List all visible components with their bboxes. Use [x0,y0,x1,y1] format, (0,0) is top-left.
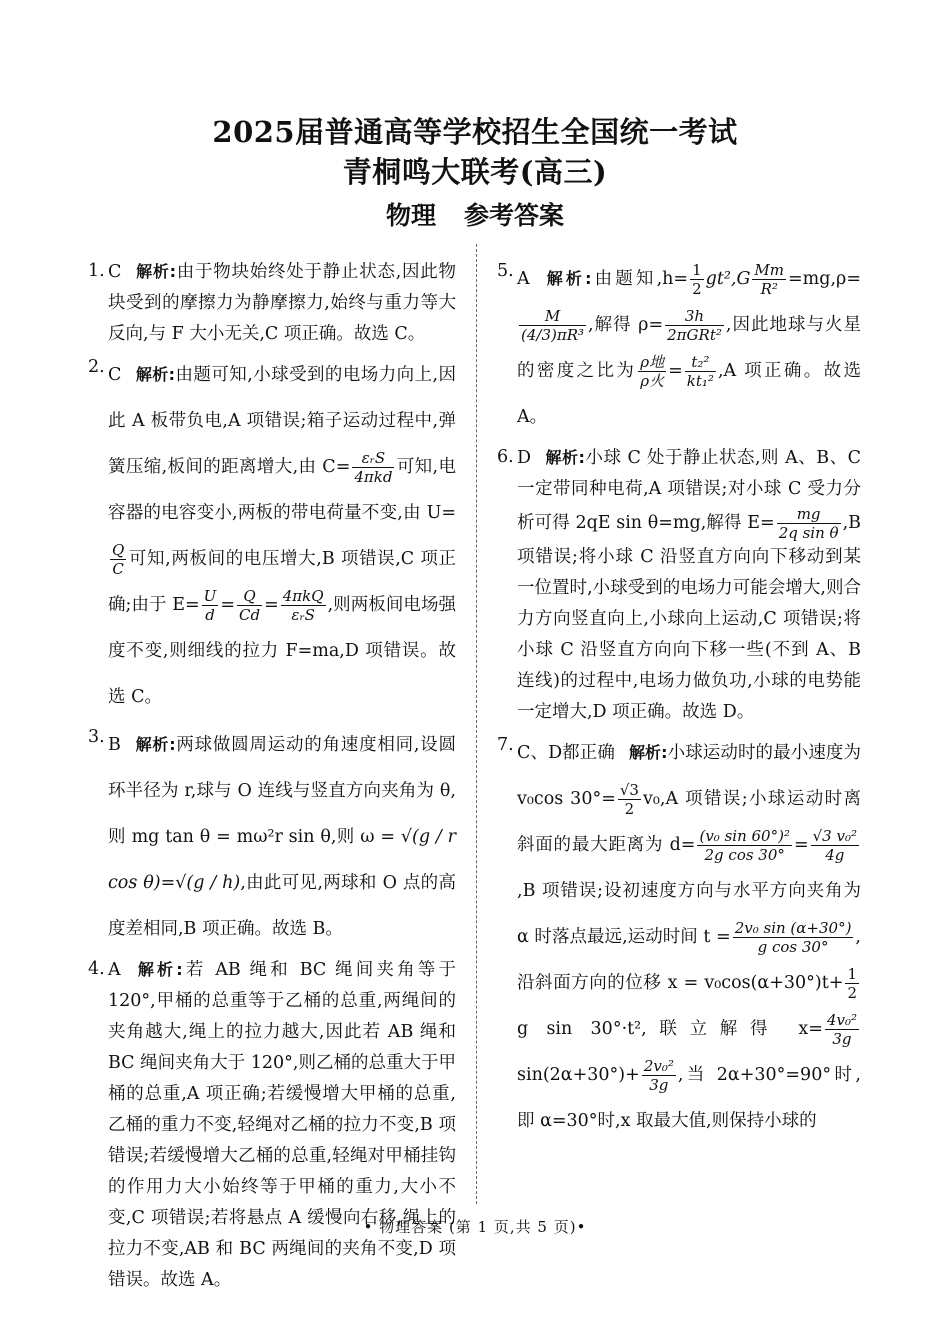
fraction-max-distance-result: $\frac{\text{√3 v₀²}}{4g}$ [812,827,857,864]
answer-letter: B [108,735,121,755]
answer-letter: A [517,269,530,289]
question-number: 2. [88,357,105,377]
analysis-text: 由题可知,小球受到的电场力向上,因此 A 板带负电,A 项错误;箱子运动过程中,弹簧压缩,板间的距离增大,由 C= [108,365,456,477]
answer-letter: D [517,448,532,468]
fraction-gravity: $\frac{Mm}{\text{R²}}$ [754,261,785,298]
doc-heading [0,196,950,236]
exam-title: 2025届普通高等学校招生全国统一考试 [212,115,738,149]
fraction-flight-time: $\frac{\text{2v₀ sin (α+30°)}}{\text{g cos 30°}}$ [734,919,852,956]
question-3: 3. B 解析:两球做圆周运动的角速度相同,设圆环半径为 r,球与 O 连线与竖直方向夹角为 θ,则 mg tan θ = mω²r sin θ,则 ω = √(g / r cos θ)=√(g / h),由此可见,两球和 O 点的高度差相同,B 项正确。故选 B。 [88,722,456,952]
analysis-label: 解析: [628,743,668,762]
question-2: 2. C 解析:由题可知,小球受到的电场力向上,因此 A 板带负电,A 项错误;箱子运动过程中,弹簧压缩,板间的距离增大,由 C= $\frac{\text{εᵣS}}{\text{4πkd}}$ 可知,电容器的电容变小,两板的带电荷量不变,由 U= $\frac{Q}{C}$ 可知,两板间的电压增大,B 项错误,C 项正确;由于 E= $\frac{U}{d}$ = $\frac{Q}{Cd}$ = $\frac{\text{4πkQ}}{\text{εᵣS}}$ ,则两板间电场强度不变,则细线的拉力 F=ma,D 项错误。故选 C。 [88,352,456,720]
analysis-text: 若 AB 绳和 BC 绳间夹角等于 120°,甲桶的总重等于乙桶的总重,两绳间的夹角越大,绳上的拉力越大,因此若 AB 绳和 BC 绳间夹角大于 120°,则乙桶的总重大于甲桶的总重,A 项正确;若缓慢增大甲桶的总重,乙桶的重力不变,轻绳对乙桶的拉力不变,B 项错误;若缓慢增大乙桶的总重,轻绳对甲桶挂钩的作用力大小始终等于甲桶的重力,大小不变,C 项错误;若将悬点 A 缓慢向右移,绳上的拉力不变,AB 和 BC 两绳间的夹角不变,D 项错误。故选 A。 [108,960,457,1290]
answer-letter: A [108,960,121,980]
fraction-density-result: $\frac{3h}{\text{2πGRt²}}$ [667,307,722,344]
fraction-time-ratio: $\frac{\text{t₂²}}{\text{kt₁²}}$ [686,353,714,390]
question-number: 4. [88,959,105,979]
analysis-label: 解析: [134,960,183,979]
answer-letter: C、D都正确 [517,743,615,763]
root-expression-1: √(g / r cos θ) [108,827,456,893]
question-5: 5. A 解析:由题知,h= $\frac{1}{2}$ gt²,G $\frac{Mm}{\text{R²}}$ =mg,ρ= $\frac{M}{\text{(4/3)πR³}}$ ,解得 ρ= $\frac{3h}{\text{2πGRt²}}$ ,因此地球与火星的密度之比为 $\frac{\text{ρ地}}{\text{ρ火}}$ = $\frac{\text{t₂²}}{\text{kt₁²}}$ ,A 项正确。故选 A。 [497,256,861,440]
fraction-density: $\frac{M}{\text{(4/3)πR³}}$ [521,307,585,344]
analysis-label: 解析: [135,365,176,384]
answer-letter: C [108,262,122,282]
fraction-density-ratio: $\frac{\text{ρ地}}{\text{ρ火}}$ [640,353,665,390]
analysis-label: 解析: [134,735,176,754]
fraction-max-distance: $\frac{\text{(v₀ sin 60°)²}}{\text{2g cos 30°}}$ [699,827,790,864]
question-number: 1. [88,261,105,281]
root-expression-2: √(g / h) [175,873,241,893]
analysis-label: 解析: [543,269,592,288]
fraction-root3-half: $\frac{√3}{2}$ [619,781,639,818]
question-number: 7. [497,735,514,755]
analysis-text: 由于物块始终处于静止状态,因此物块受到的摩擦力为静摩擦力,始终与重力等大反向,与 F 大小无关,C 项正确。故选 C。 [108,262,457,344]
fraction-voltage: $\frac{Q}{C}$ [112,541,125,578]
question-number: 3. [88,727,105,747]
question-1 [88,256,456,350]
page-footer: • 物理答案 (第 1 页,共 5 页)• [363,1218,587,1236]
question-6: 6. D 解析:小球 C 处于静止状态,则 A、B、C 一定带同种电荷,A 项错误;对小球 C 受力分析可得 2qE sin θ=mg,解得 E= $\frac{mg}{\text{2q sin θ}}$ ,B 项错误;将小球 C 沿竖直方向向下移动到某一位置时,小球受到的电场力可能会增大,则合力方向竖直向上,小球向上运动,C 项错误;将小球 C 沿竖直方向向下移一些(不到 A、B 连线)的过程中,电场力做负功,小球的电势能一定增大,D 项正确。故选 D。 [497,442,861,728]
analysis-label: 解析: [545,448,585,467]
fraction-field-3: $\frac{\text{4πkQ}}{\text{εᵣS}}$ [282,587,324,624]
column-divider [476,244,477,1204]
title-block [0,112,950,236]
fraction-displacement-1: $\frac{\text{4v₀²}}{3g}$ [826,1011,857,1048]
right-column [497,256,861,1146]
doc-type-label: 参考答案 [464,201,565,230]
fraction-field: $\frac{U}{d}$ [203,587,217,624]
question-7: 7. C、D都正确 解析:小球运动时的最小速度为 v₀cos 30°= $\frac{√3}{2}$ v₀,A 项错误;小球运动时离斜面的最大距离为 d= $\frac{\text{(v₀ sin 60°)²}}{\text{2g cos 30°}}$ = $\frac{\text{√3 v₀²}}{4g}$ ,B 项错误;设初速度方向与水平方向夹角为 α 时落点最远,运动时间 t = $\frac{\text{2v₀ sin (α+30°)}}{\text{g cos 30°}}$ ,沿斜面方向的位移 x = v₀cos(α+30°)t+ $\frac{1}{2}$ g sin 30°·t²,联立解得 x= $\frac{\text{4v₀²}}{3g}$ sin(2α+30°)+ $\frac{\text{2v₀²}}{3g}$ ,当 2α+30°=90°时,即 α=30°时,x 取最大值,则保持小球的 [497,730,861,1144]
fraction-capacitance: $\frac{\text{εᵣS}}{\text{4πkd}}$ [354,449,393,486]
answer-letter: C [108,365,122,385]
left-column [88,256,456,1298]
question-4 [88,954,456,1296]
fraction-field-strength: $\frac{mg}{\text{2q sin θ}}$ [778,505,839,542]
analysis-text: 两球做圆周运动的角速度相同,设圆环半径为 r,球与 O 连线与竖直方向夹角为 θ,则 mg tan θ = mω²r sin θ,则 ω = [108,735,456,847]
exam-subtitle: 青桐鸣大联考(高三) [342,155,608,189]
subject-label: 物理 [385,201,436,230]
fraction-half: $\frac{1}{2}$ [692,261,702,298]
fraction-half-2: $\frac{1}{2}$ [847,965,857,1002]
question-number: 5. [497,261,514,281]
fraction-field-2: $\frac{Q}{Cd}$ [239,587,261,624]
fraction-displacement-2: $\frac{\text{2v₀²}}{3g}$ [643,1057,674,1094]
analysis-label: 解析: [135,262,177,281]
question-number: 6. [497,447,514,467]
